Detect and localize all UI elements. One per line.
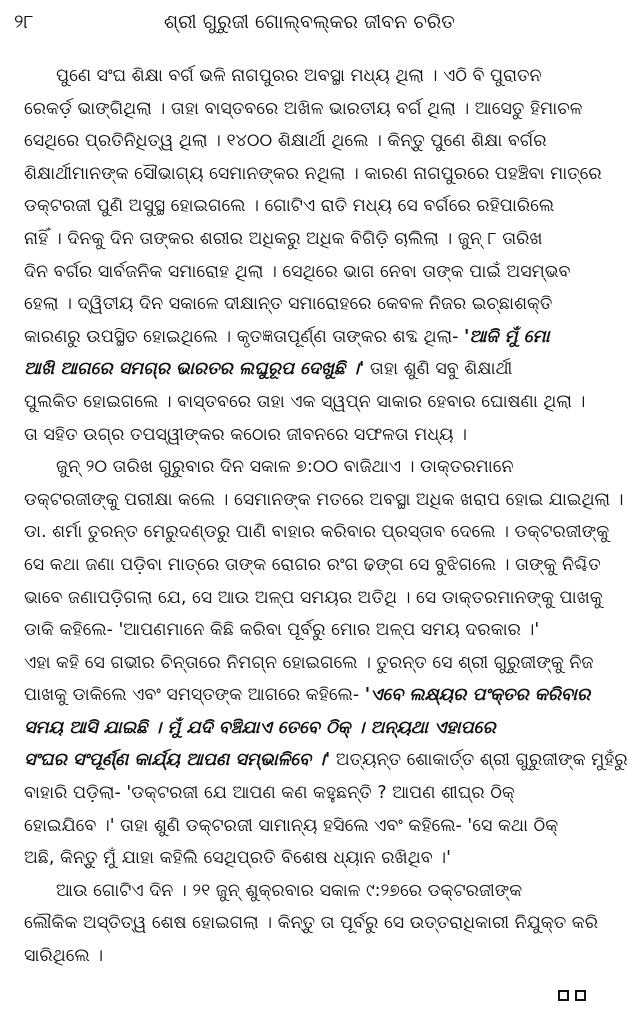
text-line: [24, 647, 596, 680]
text-segment: ଏହା କହି ସେ ଗଭୀର ଚିନ୍ତାରେ ନିମଗ୍ନ ହୋଇଗଲେ । ତୁରନ୍ତ ସେ ଶ୍ରୀ ଗୁରୁଜୀଙ୍କୁ ନିଜ: [24, 652, 594, 673]
text-segment: ସାରିଥିଲେ ।: [24, 946, 104, 967]
text-segment: ହେଲା । ଦ୍ୱିତୀୟ ଦିନ ସକାଳେ ଦୀକ୍ଷାନ୍ତ ସମାରୋହରେ କେବଳ ନିଜର ଇଚ୍ଛାଶକ୍ତି: [24, 294, 553, 315]
text-line: [24, 582, 603, 615]
end-of-chapter-mark: [558, 990, 586, 1001]
text-line: [24, 679, 596, 712]
text-segment: ଡାକି କହିଲେ- 'ଆପଣମାନେ କିଛି କରିବା ପୂର୍ବରୁ ମୋର ଅଳ୍ପ ସମୟ ଦରକାର ।': [24, 620, 540, 641]
text-line: [24, 744, 628, 777]
text-line: [24, 353, 596, 386]
emphasized-text: 'ଆଜି ମୁଁ ମୋ: [464, 326, 550, 347]
text-line: [24, 907, 596, 940]
text-segment: ଲୌକିକ ଅସ୍ତିତ୍ୱ ଶେଷ ହୋଇଗଲା । କିନ୍ତୁ ତା ପୂର୍ବରୁ ସେ ଉତ୍ତରାଧିକାରୀ ନିଯୁକ୍ତ କରି: [24, 913, 598, 934]
page-number: ୨୮: [14, 11, 34, 33]
text-segment: ବାହାରି ପଡ଼ିଲା- 'ଡକ୍ଟରଜୀ ଯେ ଆପଣ କଣ କହୁଛନ୍ତି ? ଆପଣ ଶୀଘ୍ର ଠିକ୍: [24, 783, 515, 804]
text-line: [24, 125, 596, 158]
end-mark-square: [575, 990, 586, 1001]
text-line: [24, 777, 596, 810]
text-line: [24, 256, 596, 289]
text-segment: କାରଣରୁ ଉପସ୍ଥିତ ହୋଇଥିଲେ । କୃତଜ୍ଞତାପୂର୍ଣ୍ଣ ତାଙ୍କର ଶବ୍ଦ ଥିଲା-: [24, 326, 464, 347]
text-segment: ଆଉ ଗୋଟିଏ ଦିନ । ୨୧ ଜୁନ୍ ଶୁକ୍ରବାର ସକାଳ ୯:୨୭ରେ ଡକ୍ଟରଜୀଙ୍କ: [56, 880, 523, 901]
text-line: [24, 549, 601, 582]
text-line: [24, 712, 596, 745]
text-line: [24, 60, 596, 93]
text-line: [24, 288, 596, 321]
text-line: [24, 516, 610, 549]
text-segment: ଦିନ ବର୍ଗର ସାର୍ବଜନିକ ସମାରୋହ ଥିଲା । ସେଥିରେ ଭାଗ ନେବା ତାଙ୍କ ପାଇଁ ଅସମ୍ଭବ: [24, 261, 571, 282]
page-header: [14, 8, 586, 36]
text-segment: ତା ସହିତ ଉଗ୍ର ତପସ୍ୱୀଙ୍କର କଠୋର ଜୀବନରେ ସଫଳତା ମଧ୍ୟ ।: [24, 424, 468, 445]
emphasized-text: ସଂଘର ସଂପୂର୍ଣ୍ଣ କାର୍ଯ୍ୟ ଆପଣ ସମ୍ଭାଳିବେ ।': [24, 750, 331, 771]
emphasized-text: ଆଖି ଆଗରେ ସମଗ୍ର ଭାରତର ଲଘୁରୂପ ଦେଖୁଛି ।': [24, 359, 365, 380]
text-line: [24, 93, 596, 126]
text-segment: ସେ କଥା ଜଣା ପଡ଼ିବା ମାତ୍ରେ ତାଙ୍କ ରୋଗର ରଂଗ ଢଙ୍ଗ ସେ ବୁଝିଗଲେ । ତାଙ୍କୁ ନିଶ୍ଚିତ: [24, 554, 601, 575]
text-segment: ଅତ୍ୟନ୍ତ ଶୋକାର୍ତ୍ତ ଶ୍ରୀ ଗୁରୁଜୀଙ୍କ ମୁହଁରୁ: [330, 750, 628, 771]
text-segment: ପୁଣେ ସଂଘ ଶିକ୍ଷା ବର୍ଗ ଭଳି ନାଗପୁରର ଅବସ୍ଥା ମଧ୍ୟ ଥିଲା । ଏଠି ବି ପୁରାତନ: [56, 66, 542, 86]
text-line: [24, 158, 602, 191]
text-segment: ଡା. ଶର୍ମା ତୁରନ୍ତ ମେରୁଦଣ୍ଡରୁ ପାଣି ବାହାର କରିବାର ପ୍ରସ୍ତାବ ଦେଲେ । ଡକ୍ଟରଜୀଙ୍କୁ: [24, 522, 610, 543]
text-line: [24, 419, 596, 452]
text-segment: ଶିକ୍ଷାର୍ଥୀମାନଙ୍କ ସୌଭାଗ୍ୟ ସେମାନଙ୍କର ନଥିଲା । କାରଣ ନାଗପୁରରେ ପହଞ୍ଚିବା ମାତ୍ରେ: [24, 163, 602, 184]
text-segment: ଭାବେ ଜଣାପଡ଼ିଗଲା ଯେ, ସେ ଆଉ ଅଳ୍ପ ସମୟର ଅତିଥି । ସେ ଡାକ୍ତରମାନଙ୍କୁ ପାଖକୁ: [24, 587, 603, 608]
text-segment: ତାହା ଶୁଣି ସବୁ ଶିକ୍ଷାର୍ଥୀ: [364, 359, 513, 380]
text-segment: ପୁଲକିତ ହୋଇଗଲେ । ବାସ୍ତବରେ ତାହା ଏକ ସ୍ୱପ୍ନ ସାକାର ହେବାର ଘୋଷଣା ଥିଲା ।: [24, 391, 586, 412]
text-line: [24, 190, 596, 223]
text-line: [24, 875, 596, 908]
end-mark-square: [558, 990, 569, 1001]
text-line: [24, 223, 596, 256]
text-line: [24, 484, 624, 517]
text-segment: ହୋଇଯିବେ ।' ତାହା ଶୁଣି ଡକ୍ଟରଜୀ ସାମାନ୍ୟ ହସିଲେ ଏବଂ କହିଲେ- 'ସେ କଥା ଠିକ୍: [24, 815, 559, 836]
text-segment: ଜୁନ୍ ୨୦ ତାରିଖ ଗୁରୁବାର ଦିନ ସକାଳ ୭:୦୦ ବାଜିଥାଏ । ଡାକ୍ତରମାନେ: [56, 457, 514, 478]
text-segment: ଡକ୍ଟରଜୀ ପୁଣି ଅସୁସ୍ଥ ହୋଇଗଲେ । ଗୋଟିଏ ରାତି ମଧ୍ୟ ସେ ବର୍ଗରେ ରହିପାରିଲେ: [24, 196, 555, 217]
text-line: [24, 614, 596, 647]
text-line: [24, 451, 596, 484]
text-segment: ସେଥିରେ ପ୍ରତିନିଧିତ୍ୱ ଥିଲା । ୧୪୦୦ ଶିକ୍ଷାର୍ଥୀ ଥିଲେ । କିନ୍ତୁ ପୁଣେ ଶିକ୍ଷା ବର୍ଗର: [24, 131, 547, 152]
emphasized-text: ସମୟ ଆସି ଯାଇଛି । ମୁଁ ଯଦି ବଞ୍ଚିଯାଏ ତେବେ ଠିକ୍ । ଅନ୍ୟଥା ଏହାପରେ: [24, 717, 496, 738]
text-line: [24, 940, 596, 973]
text-segment: ଅଛି, କିନ୍ତୁ ମୁଁ ଯାହା କହିଲି ସେଥିପ୍ରତି ବିଶେଷ ଧ୍ୟାନ ରଖିଥିବ ।': [24, 848, 451, 869]
text-segment: ଡକ୍ଟରଜୀଙ୍କୁ ପରୀକ୍ଷା କଲେ । ସେମାନଙ୍କ ମତରେ ଅବସ୍ଥା ଅଧିକ ଖରାପ ହୋଇ ଯାଇଥିଲା ।: [24, 489, 624, 510]
text-line: [24, 810, 596, 843]
text-line: [24, 842, 596, 875]
text-segment: ନାହିଁ । ଦିନକୁ ଦିନ ତାଙ୍କର ଶରୀର ଅଧିକରୁ ଅଧିକ ବିଗିଡ଼ି ଚାଲିଲା । ଜୁନ୍ ୮ ତାରିଖ: [24, 228, 543, 249]
text-segment: ପାଖକୁ ଡାକିଲେ ଏବଂ ସମସ୍ତଙ୍କ ଆଗରେ କହିଲେ-: [24, 685, 365, 706]
body-text: [24, 60, 628, 973]
text-segment: ରେକର୍ଡ଼ ଭାଙ୍ଗିଥିଲା । ତାହା ବାସ୍ତବରେ ଅଖିଳ ଭାରତୀୟ ବର୍ଗ ଥିଲା । ଆସେତୁ ହିମାଚଳ: [24, 98, 583, 119]
emphasized-text: 'ଏବେ ଲକ୍ଷ୍ୟର ପଂକ୍ତର କରିବାର: [364, 685, 591, 706]
running-title: ଶ୍ରୀ ଗୁରୁଜୀ ଗୋଲ୍‌ବଲ୍‌କର ଜୀବନ ଚରିତ: [164, 11, 455, 33]
text-line: [24, 386, 596, 419]
text-line: [24, 321, 596, 354]
